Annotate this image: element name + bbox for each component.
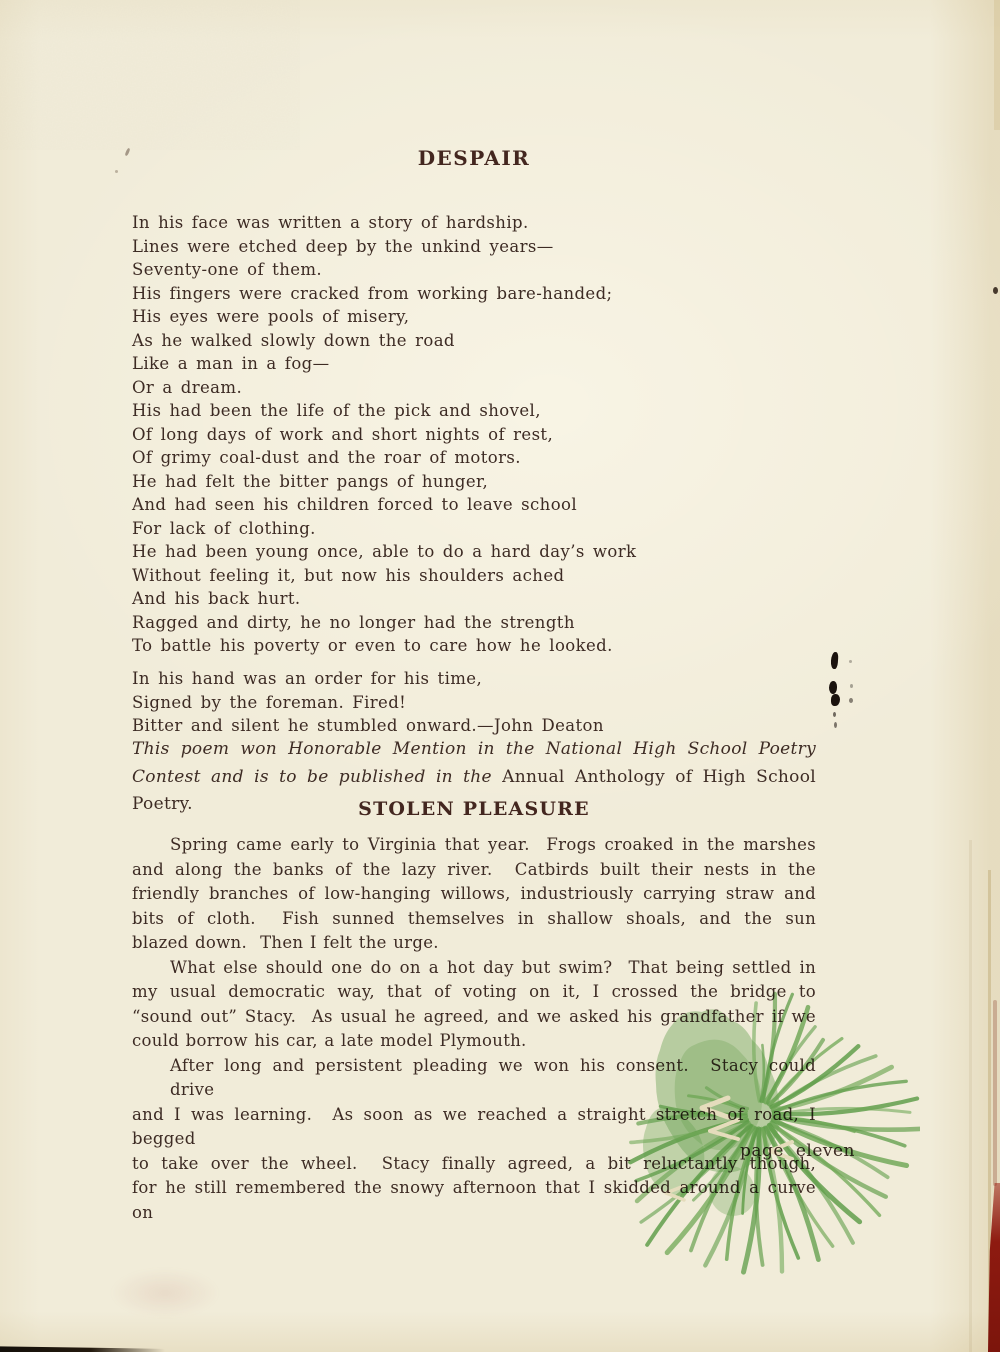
text-line: What else should one do on a hot day but swim? That being settled in — [170, 957, 816, 977]
text-line: to take over the wheel. Stacy finally agreed, a bit reluctantly though, — [132, 1153, 816, 1173]
paper-edge — [994, 0, 1000, 130]
text-line: Without feeling it, but now his shoulders ached — [132, 565, 565, 585]
text-line: and I was learning. As soon as we reached a straight stretch of road, I begged — [132, 1104, 823, 1148]
ink-speck — [115, 170, 118, 173]
story-body — [132, 833, 823, 1225]
ink-blot — [849, 660, 852, 663]
story-paragraph-1 — [132, 833, 816, 956]
ink-blot — [833, 712, 836, 717]
page-number: page eleven — [739, 1141, 855, 1161]
text-line: Ragged and dirty, he no longer had the strength — [132, 612, 575, 632]
text-line: Of long days of work and short nights of rest, — [132, 424, 554, 444]
binding-shadow — [993, 1000, 997, 1186]
award-note-italic-text: Contest and is to be published in the — [132, 766, 492, 787]
ink-blot — [993, 287, 998, 294]
ink-blot — [849, 698, 853, 703]
ink-speck — [125, 148, 131, 157]
text-line: Bitter and silent he stumbled onward.—John Deaton — [132, 716, 604, 735]
ink-blot — [831, 694, 840, 706]
text-line: After long and persistent pleading we won his consent. Stacy could drive — [170, 1055, 823, 1099]
text-line: friendly branches of low-hanging willows, industriously carrying straw and — [132, 884, 816, 903]
text-line: Lines were etched deep by the unkind years— — [132, 236, 554, 256]
text-line: “sound out” Stacy. As usual he agreed, and we asked his grandfather if we — [132, 1006, 816, 1026]
text-line: And his back hurt. — [132, 589, 301, 608]
text-line: and along the banks of the lazy river. Catbirds built their nests in the — [132, 859, 816, 879]
award-note-line-1 — [132, 736, 816, 764]
text-line: To battle his poverty or even to care how he looked. — [132, 636, 613, 655]
scan-edge-shadow — [0, 1345, 165, 1352]
text-line: As he walked slowly down the road — [132, 330, 455, 350]
text-line: In his face was written a story of hardship. — [132, 213, 529, 232]
poem-stanza-1 — [132, 211, 816, 658]
award-note-italic-text: This poem won Honorable Mention in the National High School Poetry — [132, 739, 816, 759]
ink-blot — [834, 722, 837, 728]
poem-stanza-2 — [132, 667, 816, 738]
story-paragraph-2 — [132, 956, 816, 1054]
text-line: my usual democratic way, that of voting on it, I crossed the bridge to — [132, 982, 816, 1001]
text-line: In his hand was an order for his time, — [132, 669, 483, 688]
text-line: He had felt the bitter pangs of hunger, — [132, 471, 489, 491]
text-line: For lack of clothing. — [132, 518, 316, 538]
paper-smudge — [110, 1268, 220, 1318]
text-line: Like a man in a fog— — [132, 354, 330, 373]
ink-blot — [829, 681, 837, 694]
text-line: Spring came early to Virginia that year. Frogs croaked in the marshes — [170, 835, 816, 854]
ink-blot — [830, 652, 838, 669]
story-paragraph-3 — [132, 1054, 823, 1226]
text-line: Of grimy coal-dust and the roar of motors. — [132, 448, 521, 467]
story-title: STOLEN PLEASURE — [358, 798, 590, 820]
text-line: His had been the life of the pick and shovel, — [132, 401, 541, 420]
text-line: bits of cloth. Fish sunned themselves in shallow shoals, and the sun — [132, 908, 816, 928]
text-line: His fingers were cracked from working bare-handed; — [132, 283, 613, 303]
text-line: His eyes were pools of misery, — [132, 307, 410, 326]
text-line: And had seen his children forced to leave school — [132, 495, 578, 514]
paper-grain-texture — [0, 0, 300, 150]
text-line: Seventy-one of them. — [132, 260, 323, 279]
ink-blot — [850, 684, 853, 688]
text-line: Signed by the foreman. Fired! — [132, 692, 407, 712]
text-line: for he still remembered the snowy afternoon that I skidded around a curve on — [132, 1178, 823, 1222]
paper-fold-line — [969, 840, 972, 1352]
text-line: blazed down. Then I felt the urge. — [132, 933, 439, 952]
text-line: Or a dream. — [132, 377, 243, 397]
award-note-roman-text: Annual Anthology of High School Poetry. — [132, 766, 822, 814]
poem-title: DESPAIR — [417, 146, 531, 170]
text-line: He had been young once, able to do a hard day’s work — [132, 542, 637, 561]
text-line: could borrow his car, a late model Plymouth. — [132, 1031, 527, 1050]
